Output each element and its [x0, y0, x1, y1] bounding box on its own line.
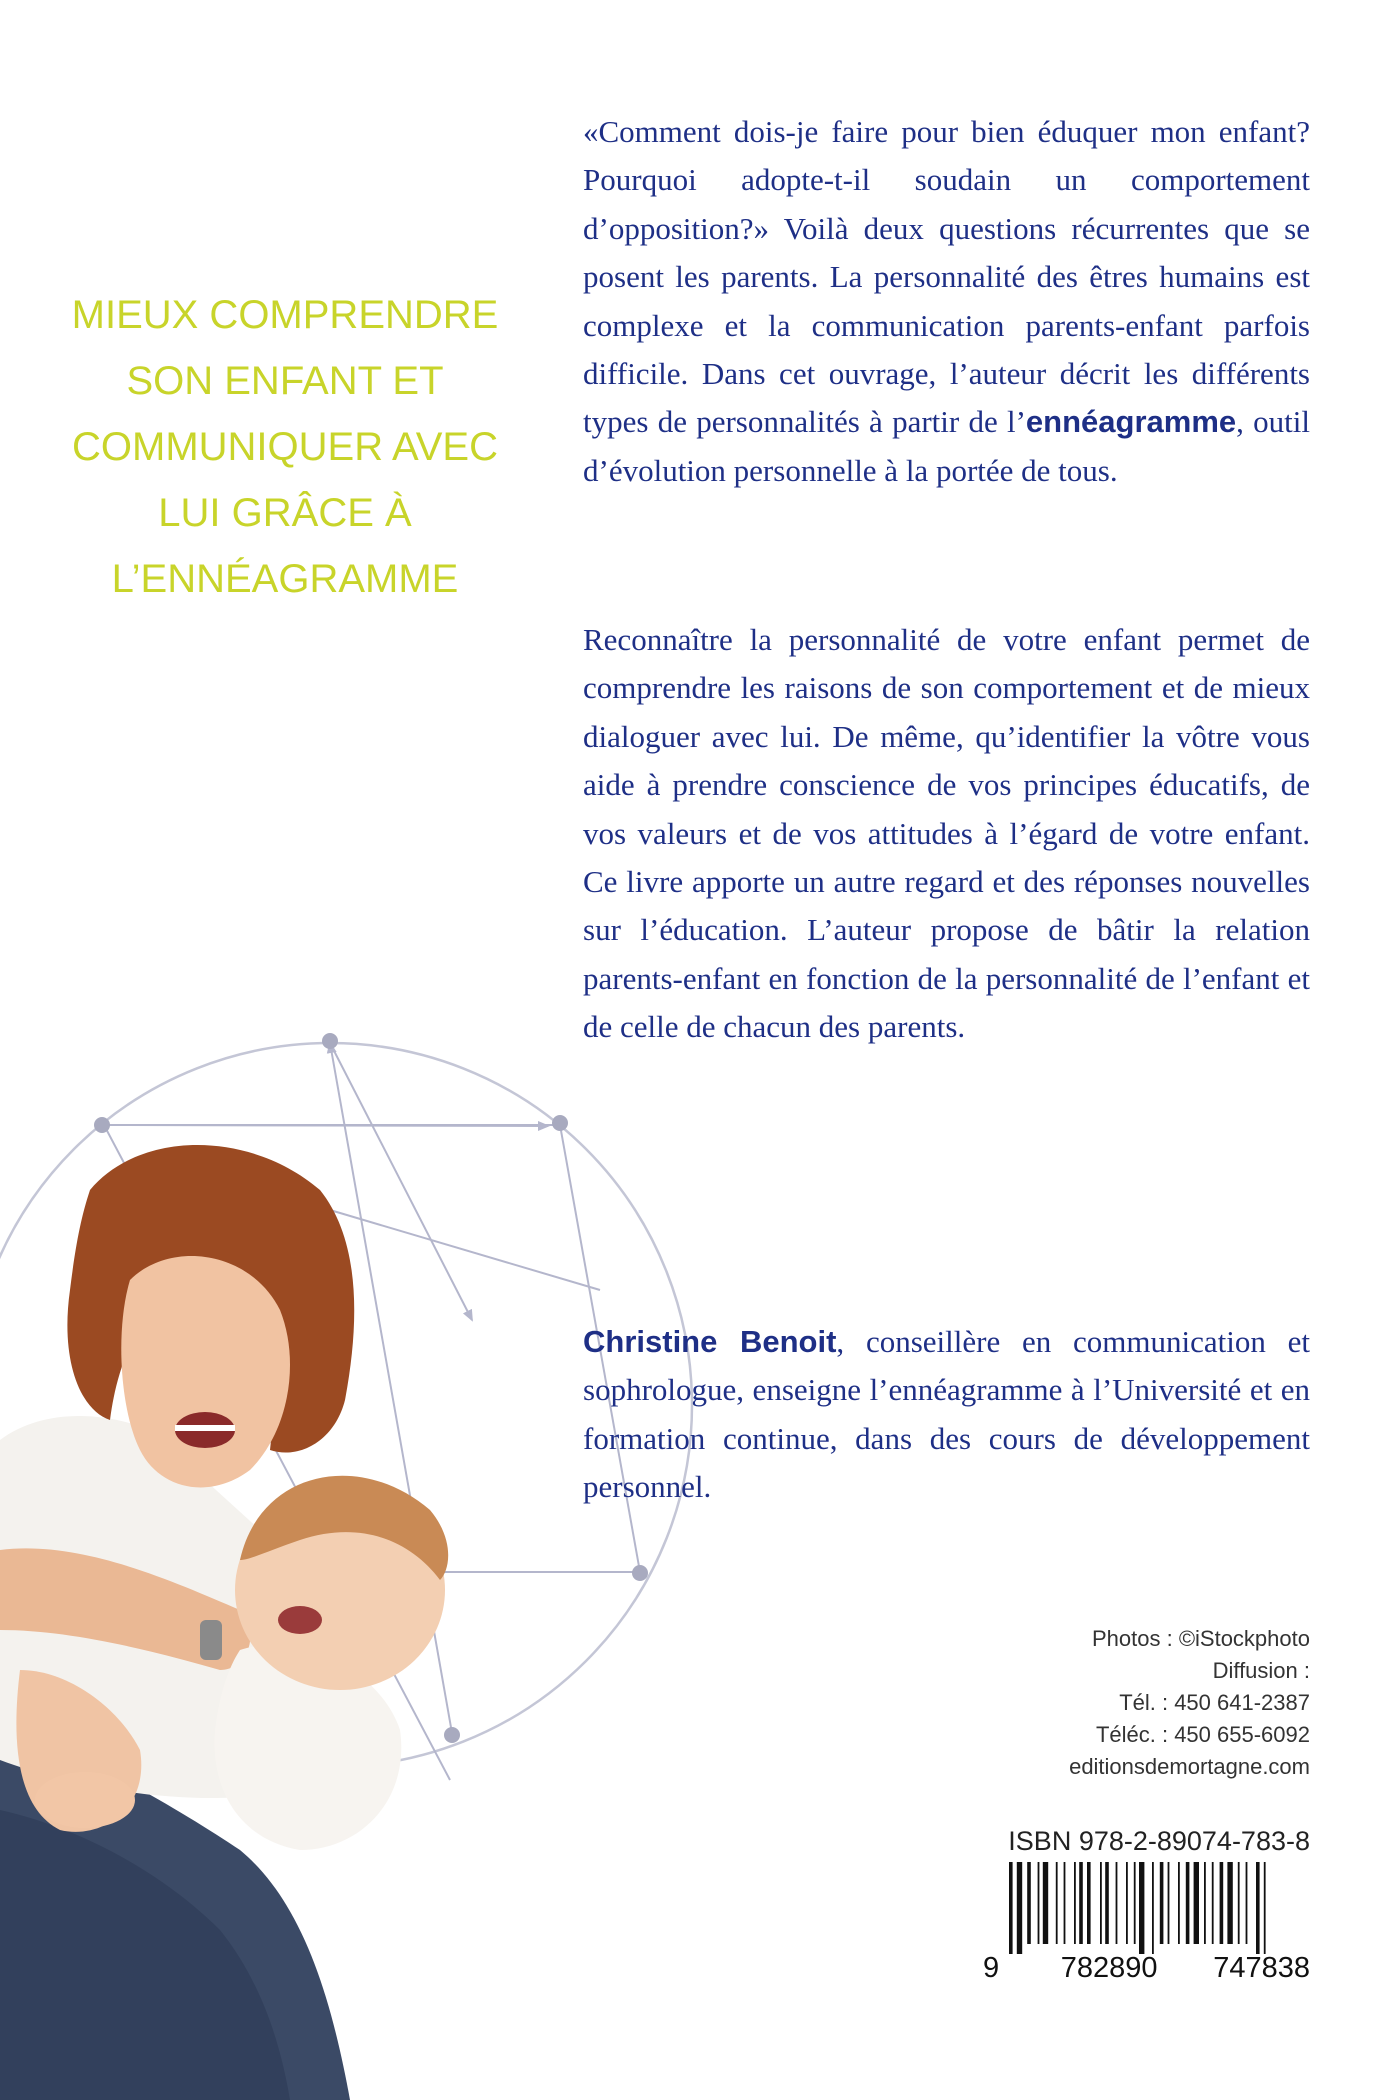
baby-foot [35, 1772, 135, 1828]
barcode-bar [1220, 1862, 1224, 1944]
mother-child-photo [0, 1110, 560, 2100]
barcode-bar [1212, 1862, 1214, 1944]
author-bio [583, 1318, 1310, 1512]
tagline [70, 282, 500, 612]
fax-number: Téléc. : 450 655-6092 [1095, 1722, 1310, 1747]
barcode-bar [1126, 1862, 1128, 1944]
barcode [983, 1862, 1310, 1954]
barcode-bar [1056, 1862, 1058, 1944]
tagline-line: COMMUNIQUER AVEC [72, 425, 498, 469]
barcode-bar [1064, 1862, 1066, 1944]
barcode-bar [1246, 1862, 1248, 1944]
barcode-digits [983, 1952, 1310, 1985]
description-text: «Comment dois-je faire pour bien éduquer mon enfant? Pourquoi adopte-t-il soudain un comportement d’opposition?» Voilà deux questions récurrentes que se posent les parents. La personnalité des êtres humains est complexe et la communication parents-enfant parfois difficile. Dans cet ouvrage, l’auteur décrit les différents types de personnalités à partir de l’ [583, 114, 1310, 440]
mother-face [121, 1256, 290, 1487]
publisher-credits [1069, 1623, 1310, 1783]
author-bio-text: , conseillère en communication et sophrologue, enseigne l’ennéagramme à l’Université et en formation continue, dans des cours de développement personnel. [583, 1324, 1310, 1505]
barcode-bar [1009, 1862, 1013, 1954]
barcode-bar [1227, 1862, 1232, 1944]
enneagramme-emphasis: ennéagramme [1025, 404, 1237, 440]
barcode-bar [1139, 1862, 1144, 1954]
barcode-bar [1116, 1862, 1118, 1944]
barcode-bar [1160, 1862, 1164, 1944]
barcode-bar [1087, 1862, 1091, 1944]
tagline-line: L’ENNÉAGRAMME [111, 557, 459, 601]
barcode-bar [1204, 1862, 1206, 1944]
tagline-line: MIEUX COMPRENDRE [71, 293, 499, 337]
photo-credit: Photos : ©iStockphoto [1091, 1626, 1310, 1651]
barcode-bar [1100, 1862, 1102, 1944]
barcode-bar [1079, 1862, 1083, 1944]
barcode-bar [1256, 1862, 1260, 1954]
barcode-bar [1043, 1862, 1048, 1944]
description-text: , outil d’évolution personnelle à la portée de tous. [583, 404, 1310, 488]
phone-number: Tél. : 450 641-2387 [1119, 1690, 1310, 1715]
barcode-bar [1168, 1862, 1170, 1944]
watch [200, 1620, 222, 1660]
barcode-bar [1027, 1862, 1031, 1944]
barcode-lead-digit: 9 [983, 1952, 1000, 1984]
barcode-bar [1264, 1862, 1266, 1954]
tagline-line: LUI GRÂCE À [158, 491, 412, 535]
barcode-bar [1074, 1862, 1076, 1944]
barcode-group-left: 782890 [1060, 1952, 1158, 1984]
enneagram-node [632, 1565, 648, 1581]
description-paragraph-2: Reconnaître la personnalité de votre enfant permet de comprendre les raisons de son comportement et de mieux dialoguer avec lui. De même, qu’identifier la vôtre vous aide à prendre conscience de vos principes éducatifs, de vos valeurs et de vos attitudes à l’égard de votre enfant. Ce livre apporte un autre regard et des réponses nouvelles sur l’éducation. L’auteur propose de bâtir la relation parents-enfant en fonction de la personnalité de l’enfant et de celle de chacun des parents. [583, 622, 1310, 1045]
barcode-group-right: 747838 [1213, 1952, 1310, 1984]
baby-mouth [278, 1606, 322, 1634]
barcode-bar [1105, 1862, 1109, 1944]
publisher-website: editionsdemortagne.com [1069, 1754, 1310, 1779]
tagline-line: SON ENFANT ET [126, 359, 444, 403]
barcode-bar [1178, 1862, 1180, 1944]
author-name: Christine Benoit [583, 1324, 837, 1359]
isbn-label: ISBN 978-2-89074-783-8 [1008, 1826, 1310, 1856]
barcode-bar [1186, 1862, 1190, 1944]
description-paragraph-1 [583, 108, 1310, 495]
barcode-bar [1152, 1862, 1154, 1954]
barcode-bar [1134, 1862, 1136, 1944]
diffusion-label: Diffusion : [1212, 1658, 1310, 1683]
barcode-bar [1238, 1862, 1240, 1944]
barcode-bar [1038, 1862, 1040, 1944]
barcode-bar [1017, 1862, 1022, 1954]
enneagram-node [322, 1033, 338, 1049]
barcode-bar [1194, 1862, 1199, 1944]
